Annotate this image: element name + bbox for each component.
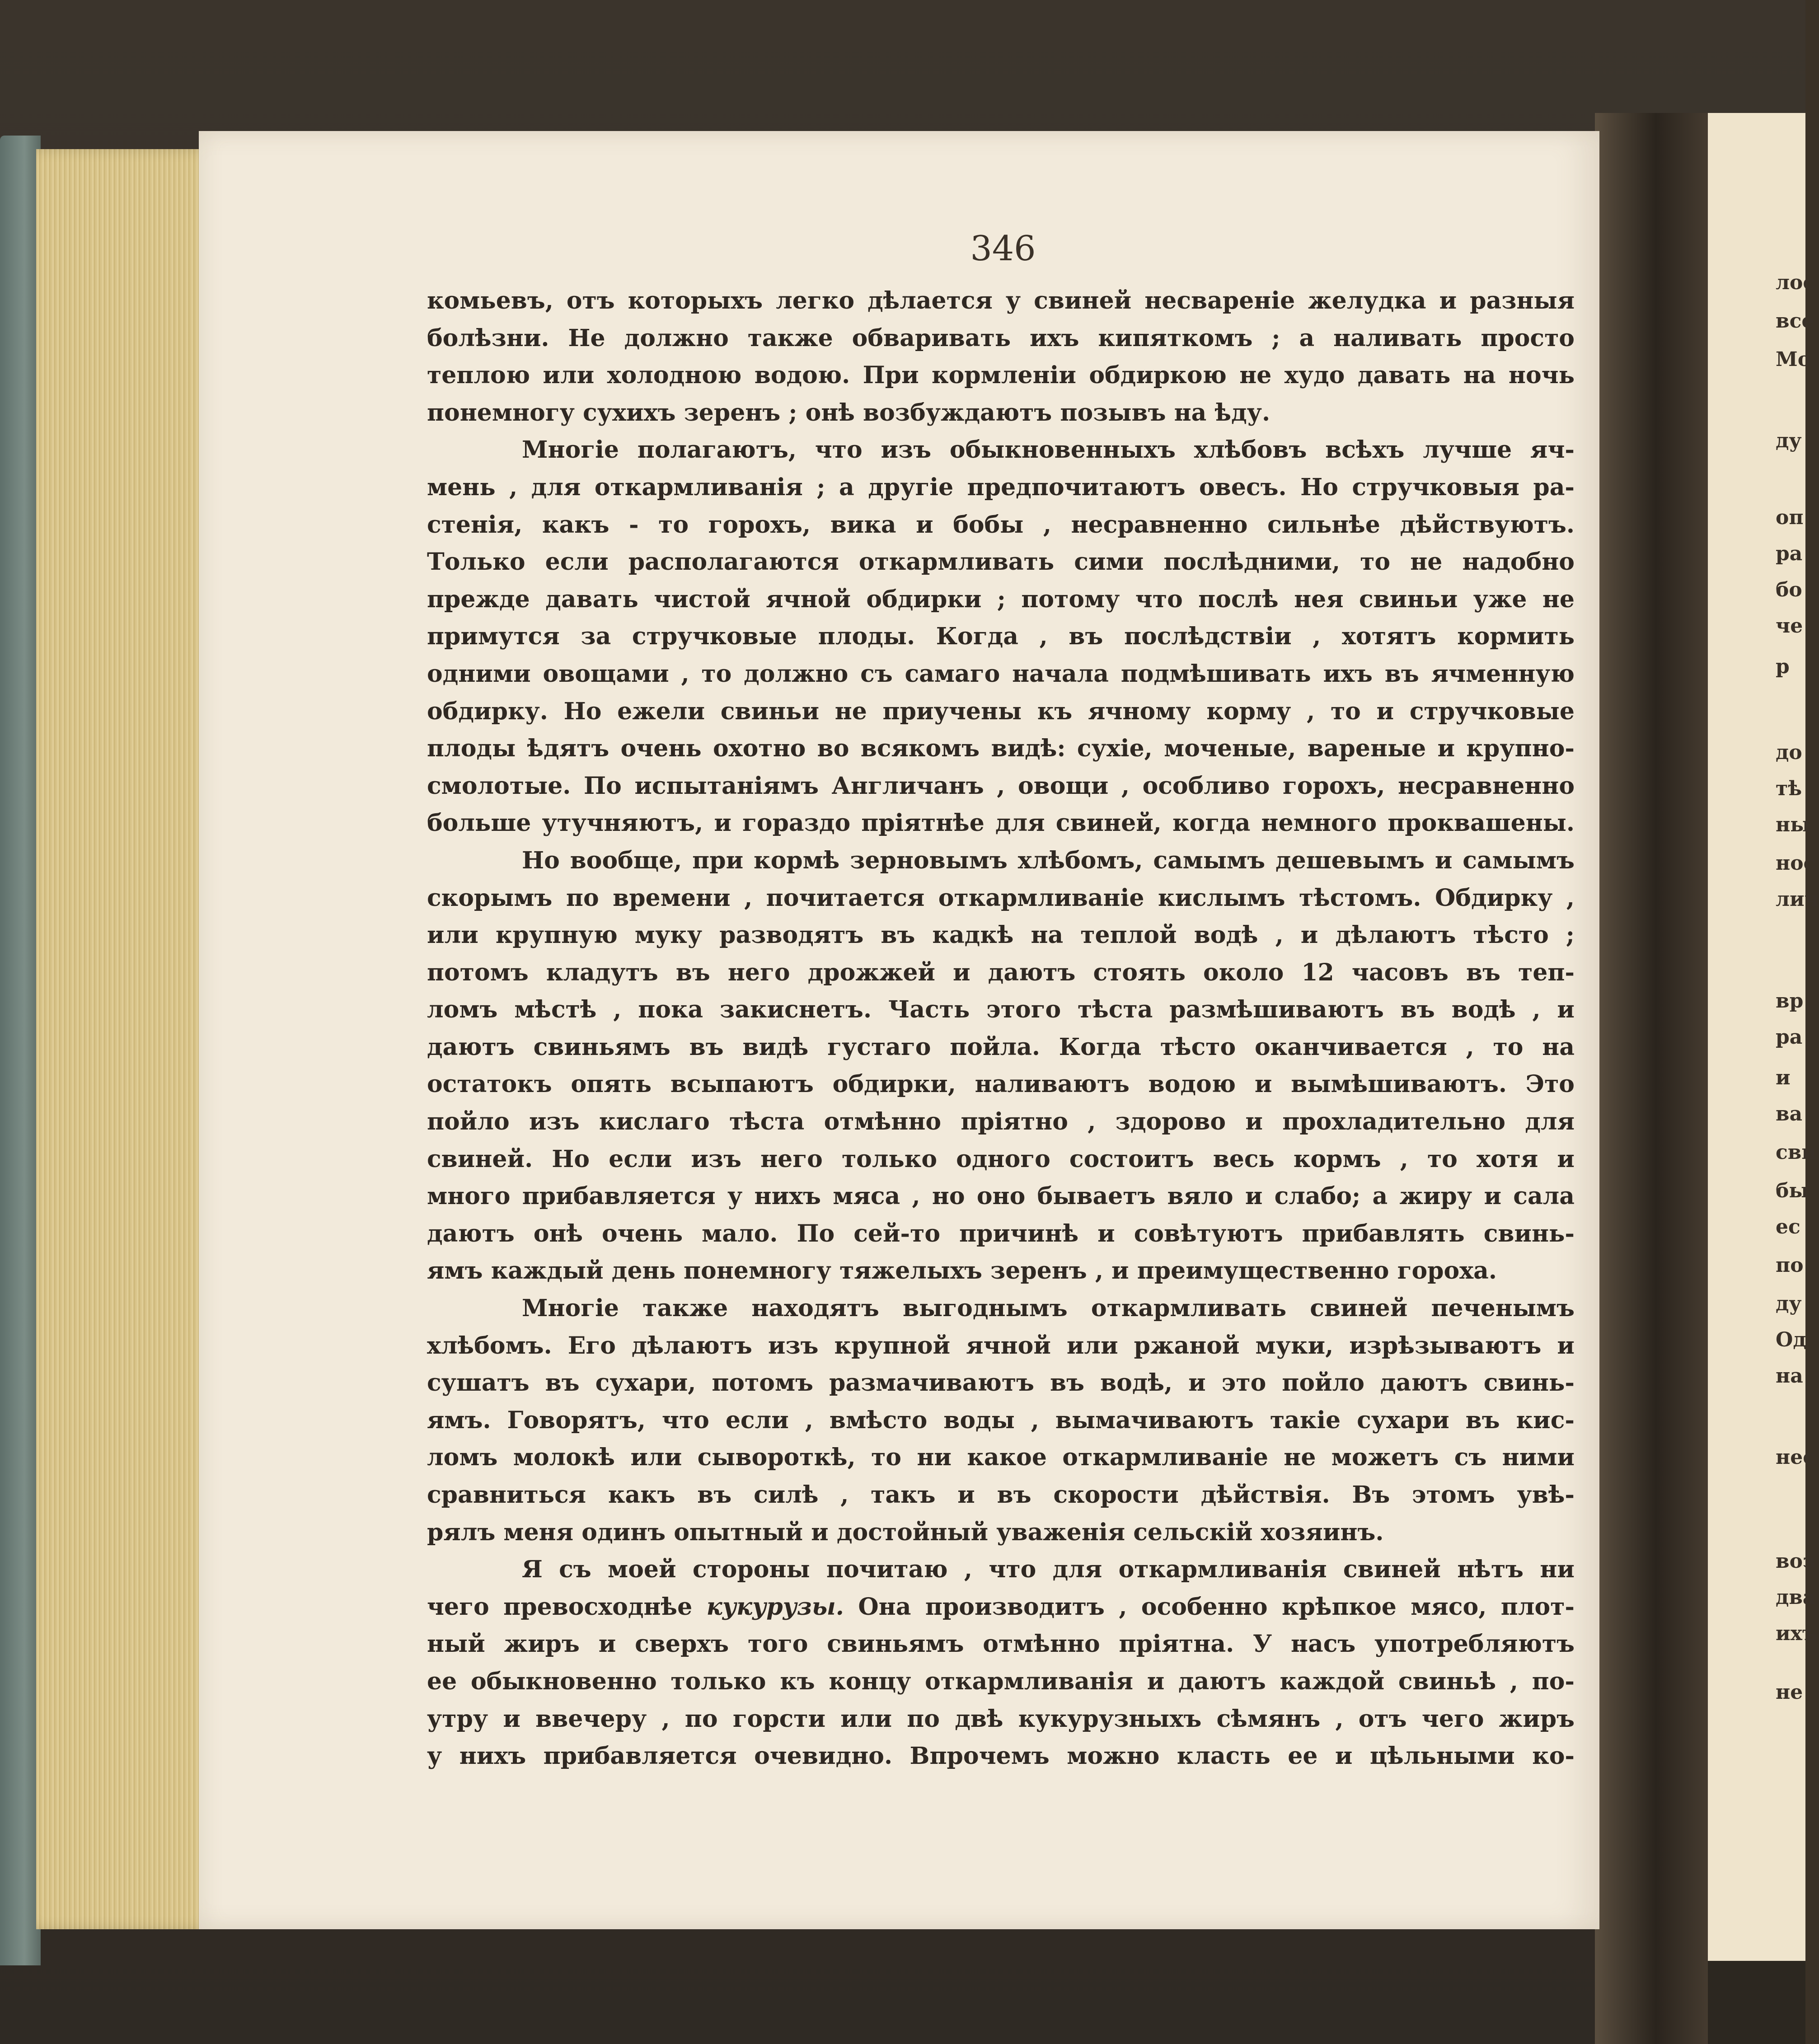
- text-line: понемногу сухихъ зеренъ ; онѣ возбуждаютъ позывъ на ѣду.: [427, 398, 1270, 427]
- facing-page-fragment: оп: [1776, 506, 1804, 529]
- facing-page-fragment: ны: [1776, 813, 1810, 836]
- facing-page-fragment: ва: [1776, 1102, 1803, 1125]
- page-text: [427, 282, 1575, 1775]
- text-line: Но вообще, при кормѣ зерновымъ хлѣбомъ, самымъ дешевымъ и самымъ: [522, 846, 1575, 874]
- facing-page-fragment: р: [1776, 655, 1790, 678]
- text-line: сушатъ въ сухари, потомъ размачиваютъ въ водѣ, и это пойло даютъ свинь-: [427, 1369, 1575, 1397]
- facing-page-fragment: до: [1776, 741, 1802, 764]
- facing-page-fragment: ес: [1776, 1215, 1800, 1238]
- text-line: теплою или холодною водою. При кормленіи обдиркою не худо давать на ночь: [427, 361, 1575, 389]
- facing-page-fragment: Од: [1776, 1328, 1806, 1351]
- text-line: обдирку. Но ежели свиньи не приучены къ ячному корму , то и стручковые: [427, 697, 1575, 725]
- text-line: рялъ меня одинъ опытный и достойный уваженія сельскій хозяинъ.: [427, 1518, 1384, 1546]
- book-cover-left: [0, 136, 41, 1965]
- facing-page-fragment: по: [1776, 1254, 1804, 1277]
- page-number: 346: [970, 228, 1036, 268]
- text-line: хлѣбомъ. Его дѣлаютъ изъ крупной ячной или ржаной муки, изрѣзываютъ и: [427, 1331, 1575, 1360]
- facing-page-fragment: и: [1776, 1066, 1791, 1089]
- book-gutter: [1595, 113, 1717, 2044]
- text-line: или крупную муку разводятъ въ кадкѣ на теплой водѣ , и дѣлаютъ тѣсто ;: [427, 921, 1575, 949]
- text-line: болѣзни. Не должно также обваривать ихъ кипяткомъ ; а наливать просто: [427, 324, 1575, 352]
- book-cover-right: [1708, 1961, 1805, 2044]
- facing-page-fragment: вр: [1776, 989, 1804, 1013]
- text-line: утру и ввечеру , по горсти или по двѣ кукурузныхъ сѣмянъ , отъ чего жиръ: [427, 1705, 1575, 1733]
- facing-page-fragment: нес: [1776, 1446, 1815, 1469]
- text-line: одними овощами , то должно съ самаго начала подмѣшивать ихъ въ ячменную: [427, 660, 1575, 688]
- facing-page-fragment: на: [1776, 1364, 1803, 1388]
- text-line: Многіе полагаютъ, что изъ обыкновенныхъ хлѣбовъ всѣхъ лучше яч-: [522, 436, 1575, 464]
- text-line: пойло изъ кислаго тѣста отмѣнно пріятно , здорово и прохладительно для: [427, 1108, 1575, 1136]
- text-line: стенія, какъ - то горохъ, вика и бобы , несравненно сильнѣе дѣйствуютъ.: [427, 511, 1575, 539]
- text-line: свиней. Но если изъ него только одного состоитъ весь кормъ , то хотя и: [427, 1145, 1575, 1173]
- facing-page-fragment: воз: [1776, 1550, 1815, 1573]
- text-line: много прибавляется у нихъ мяса , но оно бываетъ вяло и слабо; а жиру и сала: [427, 1182, 1575, 1210]
- facing-page-fragment: ихъ: [1776, 1622, 1818, 1645]
- facing-page-fragment: лос: [1776, 271, 1815, 294]
- text-line: больше утучняютъ, и гораздо пріятнѣе для свиней, когда немного проквашены.: [427, 809, 1575, 837]
- text-line: остатокъ опять всыпаютъ обдирки, наливаютъ водою и вымѣшиваютъ. Это: [427, 1070, 1575, 1098]
- facing-page-fragment: все: [1776, 309, 1814, 333]
- text-line: примутся за стручковые плоды. Когда , въ послѣдствіи , хотятъ кормить: [427, 623, 1575, 651]
- text-line: потомъ кладутъ въ него дрожжей и даютъ стоять около 12 часовъ въ теп-: [427, 958, 1575, 986]
- facing-page-fragment: два: [1776, 1586, 1816, 1609]
- facing-page-fragment: Мо: [1776, 348, 1811, 371]
- text-line: Только если располагаются откармливать сими послѣдними, то не надобно: [427, 548, 1575, 576]
- page-edges: [36, 149, 217, 1929]
- text-line: даютъ свиньямъ въ видѣ густаго пойла. Когда тѣсто оканчивается , то на: [427, 1033, 1575, 1061]
- text-line: Я съ моей стороны почитаю , что для откармливанія свиней нѣтъ ни: [522, 1556, 1575, 1584]
- text-line: плоды ѣдятъ очень охотно во всякомъ видѣ: сухіе, моченые, вареные и крупно-: [427, 735, 1575, 763]
- facing-page-fragment: ду: [1776, 429, 1802, 452]
- text-line: даютъ онѣ очень мало. По сей-то причинѣ и совѣтуютъ прибавлять свинь-: [427, 1219, 1575, 1247]
- facing-page-fragment: ра: [1776, 542, 1803, 565]
- facing-page-fragment: тѣ: [1776, 777, 1802, 800]
- text-line: комьевъ, отъ которыхъ легко дѣлается у свиней несвареніе желудка и разныя: [427, 287, 1575, 314]
- text-line: смолотые. По испытаніямъ Англичанъ , овощи , особливо горохъ, несравненно: [427, 772, 1575, 800]
- facing-page-fragment: бы: [1776, 1179, 1809, 1202]
- text-line: мень , для откармливанія ; а другіе предпочитаютъ овесъ. Но стручковыя ра-: [427, 473, 1575, 501]
- text-line: ее обыкновенно только къ концу откармливанія и даютъ каждой свиньѣ , по-: [427, 1667, 1575, 1695]
- text-line: скорымъ по времени , почитается откармливаніе кислымъ тѣстомъ. Обдирку ,: [427, 884, 1575, 912]
- facing-page-fragment: не: [1776, 1681, 1803, 1704]
- facing-page-fragment: ра: [1776, 1026, 1803, 1049]
- text-line: ный жиръ и сверхъ того свиньямъ отмѣнно пріятна. У насъ употребляютъ: [427, 1630, 1575, 1658]
- facing-page-fragment: че: [1776, 614, 1803, 638]
- facing-page-fragment: бо: [1776, 578, 1802, 601]
- text-line: ямъ каждый день понемногу тяжелыхъ зеренъ , и преимущественно гороха.: [427, 1257, 1497, 1285]
- text-line: ямъ. Говорятъ, что если , вмѣсто воды , вымачиваютъ такіе сухари въ кис-: [427, 1406, 1575, 1434]
- text-line: ломъ мѣстѣ , пока закиснетъ. Часть этого тѣста размѣшиваютъ въ водѣ , и: [427, 996, 1575, 1024]
- facing-page-fragment: лич: [1776, 888, 1819, 911]
- text-line: у нихъ прибавляется очевидно. Впрочемъ можно класть ее и цѣльными ко-: [427, 1742, 1575, 1770]
- facing-page-fragment: ду: [1776, 1292, 1802, 1315]
- text-line: чего превосходнѣе кукурузы. Она производитъ , особенно крѣпкое мясо, плот-: [427, 1593, 1575, 1621]
- italic-word: кукурузы.: [706, 1593, 844, 1621]
- facing-page-fragment: сви: [1776, 1141, 1816, 1164]
- text-line: ломъ молокѣ или сывороткѣ, то ни какое откармливаніе не можетъ съ ними: [427, 1444, 1575, 1472]
- text-line: Многіе также находятъ выгоднымъ откармливать свиней печенымъ: [522, 1294, 1575, 1322]
- text-line: прежде давать чистой ячной обдирки ; потому что послѣ нея свиньи уже не: [427, 585, 1575, 613]
- facing-page-fragment: нос: [1776, 852, 1816, 875]
- text-line: сравниться какъ въ силѣ , такъ и въ скорости дѣйствія. Въ этомъ увѣ-: [427, 1481, 1575, 1509]
